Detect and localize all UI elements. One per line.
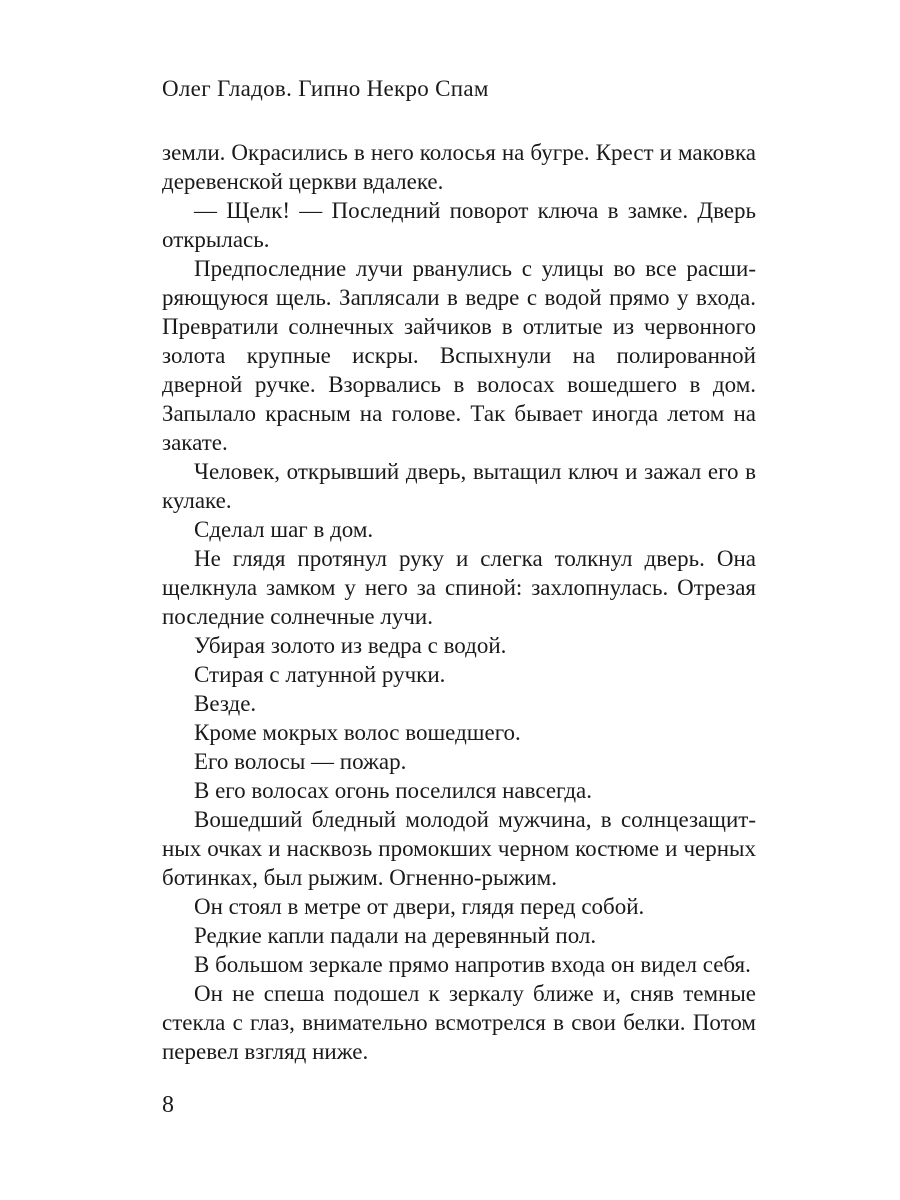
paragraph: Стирая с латунной ручки. (194, 662, 446, 687)
paragraph: Редкие капли падали на деревянный пол. (194, 923, 597, 948)
paragraph: земли. Окрасились в него колосья на бугре. Крест и маковка деревенской церкви вдалеке. (162, 140, 756, 194)
paragraph: Сделал шаг в дом. (194, 517, 374, 542)
paragraph: Везде. (194, 691, 257, 716)
page-number: 8 (162, 1092, 174, 1118)
paragraph: Кроме мокрых волос вошедшего. (194, 720, 521, 745)
running-header: Олег Гладов. Гипно Некро Спам (162, 76, 489, 101)
body-text (162, 138, 756, 1066)
paragraph: Не глядя протянул руку и слегка толкнул дверь. Она щелкнула замком у него за спиной: захлопнулась. Отрезая последние солнечные лучи. (162, 546, 756, 629)
paragraph: — Щелк! — Последний поворот ключа в замке. Дверь открылась. (162, 198, 756, 252)
paragraph: Вошедший бледный молодой мужчина, в солнцезащитных очках и насквозь промокших черном костюме и черных ботинках, был рыжим. Огненно-рыжим. (162, 807, 756, 890)
paragraph: Он стоял в метре от двери, глядя перед собой. (194, 894, 645, 919)
paragraph: В большом зеркале прямо напротив входа он видел себя. (194, 952, 751, 977)
paragraph: Его волосы — пожар. (194, 749, 407, 774)
paragraph: Предпоследние лучи рванулись с улицы во все расширяющуюся щель. Заплясали в ведре с водой прямо у входа. Превратили солнечных зайчиков в отлитые из червонного золота крупные искры. Вспыхнули на полированной дверной ручке. Взорвались в волосах вошедшего в дом. Запылало красным на голове. Так бывает иногда летом на закате. (162, 256, 756, 455)
paragraph: Он не спеша подошел к зеркалу ближе и, сняв темные стекла с глаз, внимательно всмотрелся в свои белки. Потом перевел взгляд ниже. (162, 981, 756, 1064)
paragraph: Убирая золото из ведра с водой. (194, 633, 507, 658)
paragraph: В его волосах огонь поселился навсегда. (194, 778, 592, 803)
paragraph: Человек, открывший дверь, вытащил ключ и зажал его в кулаке. (162, 459, 756, 513)
